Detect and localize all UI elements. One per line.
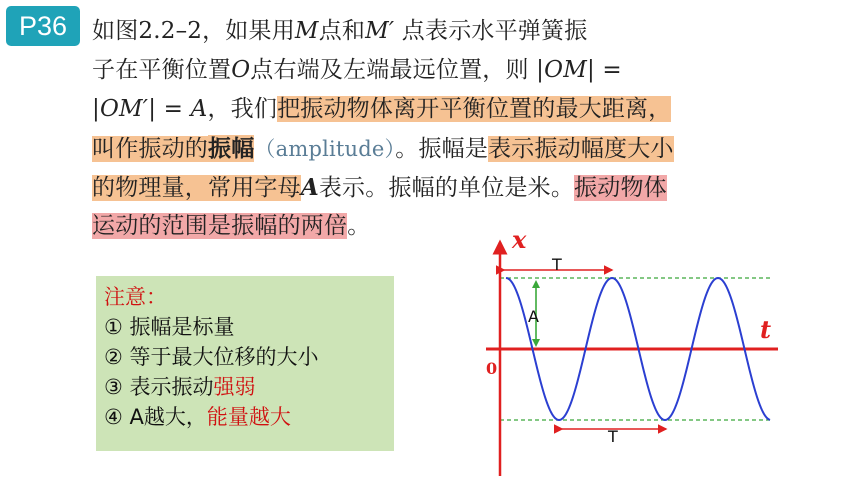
x-axis-label: t — [760, 315, 772, 344]
y-axis-label: x — [512, 226, 527, 254]
period-label-bottom: T — [608, 427, 618, 446]
paragraph-line-3: |OM′| = A，我们把振动物体离开平衡位置的最大距离， — [92, 96, 672, 122]
paragraph-line-6: 运动的范围是振幅的两倍。 — [92, 213, 371, 239]
paragraph-line-5: 的物理量，常用字母A表示。振幅的单位是米。振动物体 — [92, 174, 667, 201]
term-english: （amplitude） — [254, 137, 396, 161]
note-item-4: ④ A越大，能量越大 — [104, 405, 291, 429]
paragraph-line-4: 叫作振动的振幅（amplitude）。振幅是表示振动幅度大小 — [92, 135, 674, 162]
paragraph-line-1: 如图2.2–2，如果用M点和M′ 点表示水平弹簧振 — [92, 18, 588, 44]
definition-highlight: 把振动物体离开平衡位置的最大距离， — [277, 96, 672, 122]
note-item-2: ② 等于最大位移的大小 — [104, 345, 319, 369]
notes-title: 注意： — [104, 285, 167, 309]
note-item-1: ① 振幅是标量 — [104, 315, 235, 339]
origin-label: 0 — [486, 359, 498, 378]
term-amplitude: 振幅 — [208, 135, 255, 162]
page-number-badge: P36 — [6, 6, 80, 46]
paragraph-line-2: 子在平衡位置O点右端及左端最远位置，则 |OM| = — [92, 57, 622, 83]
amplitude-definition-paragraph — [92, 12, 792, 246]
notes-box — [96, 276, 394, 451]
oscillation-graph — [480, 226, 780, 478]
period-label-top: T — [552, 255, 562, 274]
amplitude-label: A — [528, 307, 539, 326]
note-item-3: ③ 表示振动强弱 — [104, 375, 256, 399]
